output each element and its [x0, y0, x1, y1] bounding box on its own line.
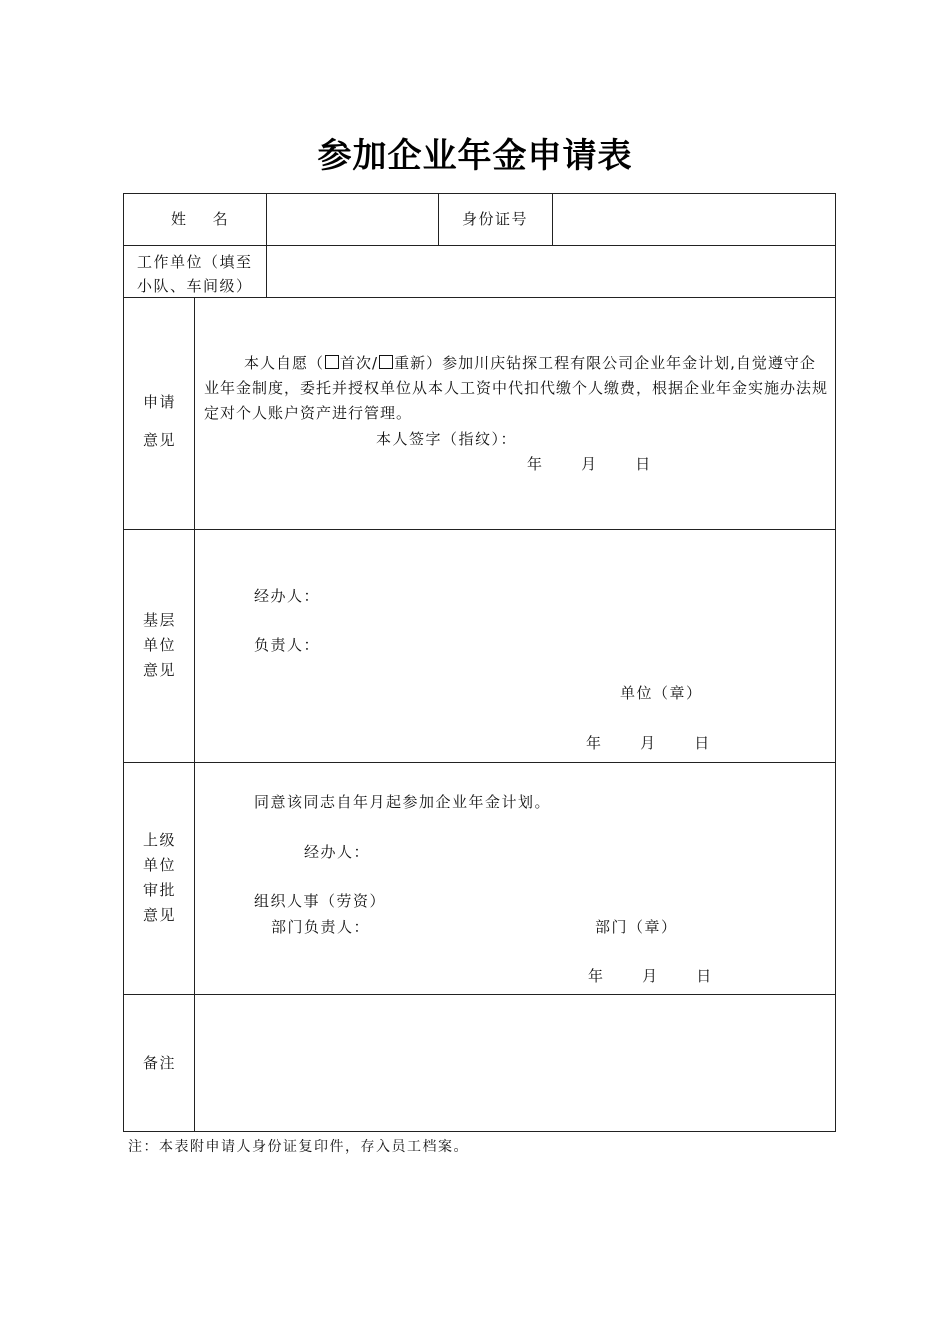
apply-text-prefix: 本人自愿（ — [244, 354, 325, 372]
base-date: 年 月 日 — [586, 734, 711, 752]
first-time-checkbox[interactable] — [325, 355, 339, 369]
work-unit-label-line1: 工作单位（填至 — [137, 253, 253, 271]
work-unit-field[interactable] — [267, 246, 835, 297]
base-label-line2: 单位 — [143, 636, 177, 654]
upper-label-line4: 意见 — [143, 906, 177, 924]
first-time-option-label: 首次/ — [340, 354, 379, 372]
name-label: 姓 名 — [171, 210, 230, 228]
table-border-bottom — [123, 1131, 836, 1132]
base-label-line3: 意见 — [143, 661, 177, 679]
base-label-line1: 基层 — [143, 611, 177, 629]
table-border-right — [835, 193, 836, 1132]
row-divider — [123, 529, 836, 530]
renew-checkbox[interactable] — [379, 355, 393, 369]
apply-statement — [204, 351, 828, 426]
table-border-left — [123, 193, 124, 1132]
id-number-label: 身份证号 — [462, 210, 529, 228]
upper-agree-text: 同意该同志自年月起参加企业年金计划。 — [254, 793, 552, 811]
hr-dept-label-line1: 组织人事（劳资） — [254, 892, 387, 910]
renew-option-label: 重新 — [394, 354, 427, 372]
apply-text-rest: ）参加川庆钻探工程有限公司企业年金计划,自觉遵守企业年金制度，委托并授权单位从本人工资中代扣代缴个人缴费，根据企业年金实施办法规定对个人账户资产进行管理。 — [204, 354, 829, 422]
upper-label-line1: 上级 — [143, 831, 177, 849]
dept-seal: 部门（章） — [595, 918, 678, 936]
base-handler-label: 经办人： — [254, 587, 321, 605]
form-title: 参加企业年金申请表 — [317, 136, 633, 176]
applicant-signature-label: 本人签字（指纹）： — [376, 430, 518, 448]
apply-label-line1: 申请 — [143, 393, 177, 411]
remark-field[interactable] — [195, 995, 835, 1131]
upper-label-line2: 单位 — [143, 856, 177, 874]
footnote: 注：本表附申请人身份证复印件，存入员工档案。 — [128, 1139, 469, 1155]
remark-label: 备注 — [143, 1054, 177, 1072]
column-divider — [438, 193, 439, 246]
name-field[interactable] — [267, 194, 438, 245]
apply-label-line2: 意见 — [143, 431, 177, 449]
work-unit-label-line2: 小队、车间级） — [137, 277, 253, 295]
base-leader-label: 负责人： — [254, 636, 321, 654]
apply-date: 年 月 日 — [527, 455, 652, 473]
upper-label-line3: 审批 — [143, 881, 177, 899]
row-divider — [123, 762, 836, 763]
hr-dept-label-line2: 部门负责人： — [271, 918, 371, 936]
id-number-field[interactable] — [553, 194, 835, 245]
base-unit-seal: 单位（章） — [620, 684, 703, 702]
application-form-table — [123, 193, 836, 1132]
upper-date: 年 月 日 — [588, 967, 713, 985]
upper-handler-label: 经办人： — [304, 843, 371, 861]
